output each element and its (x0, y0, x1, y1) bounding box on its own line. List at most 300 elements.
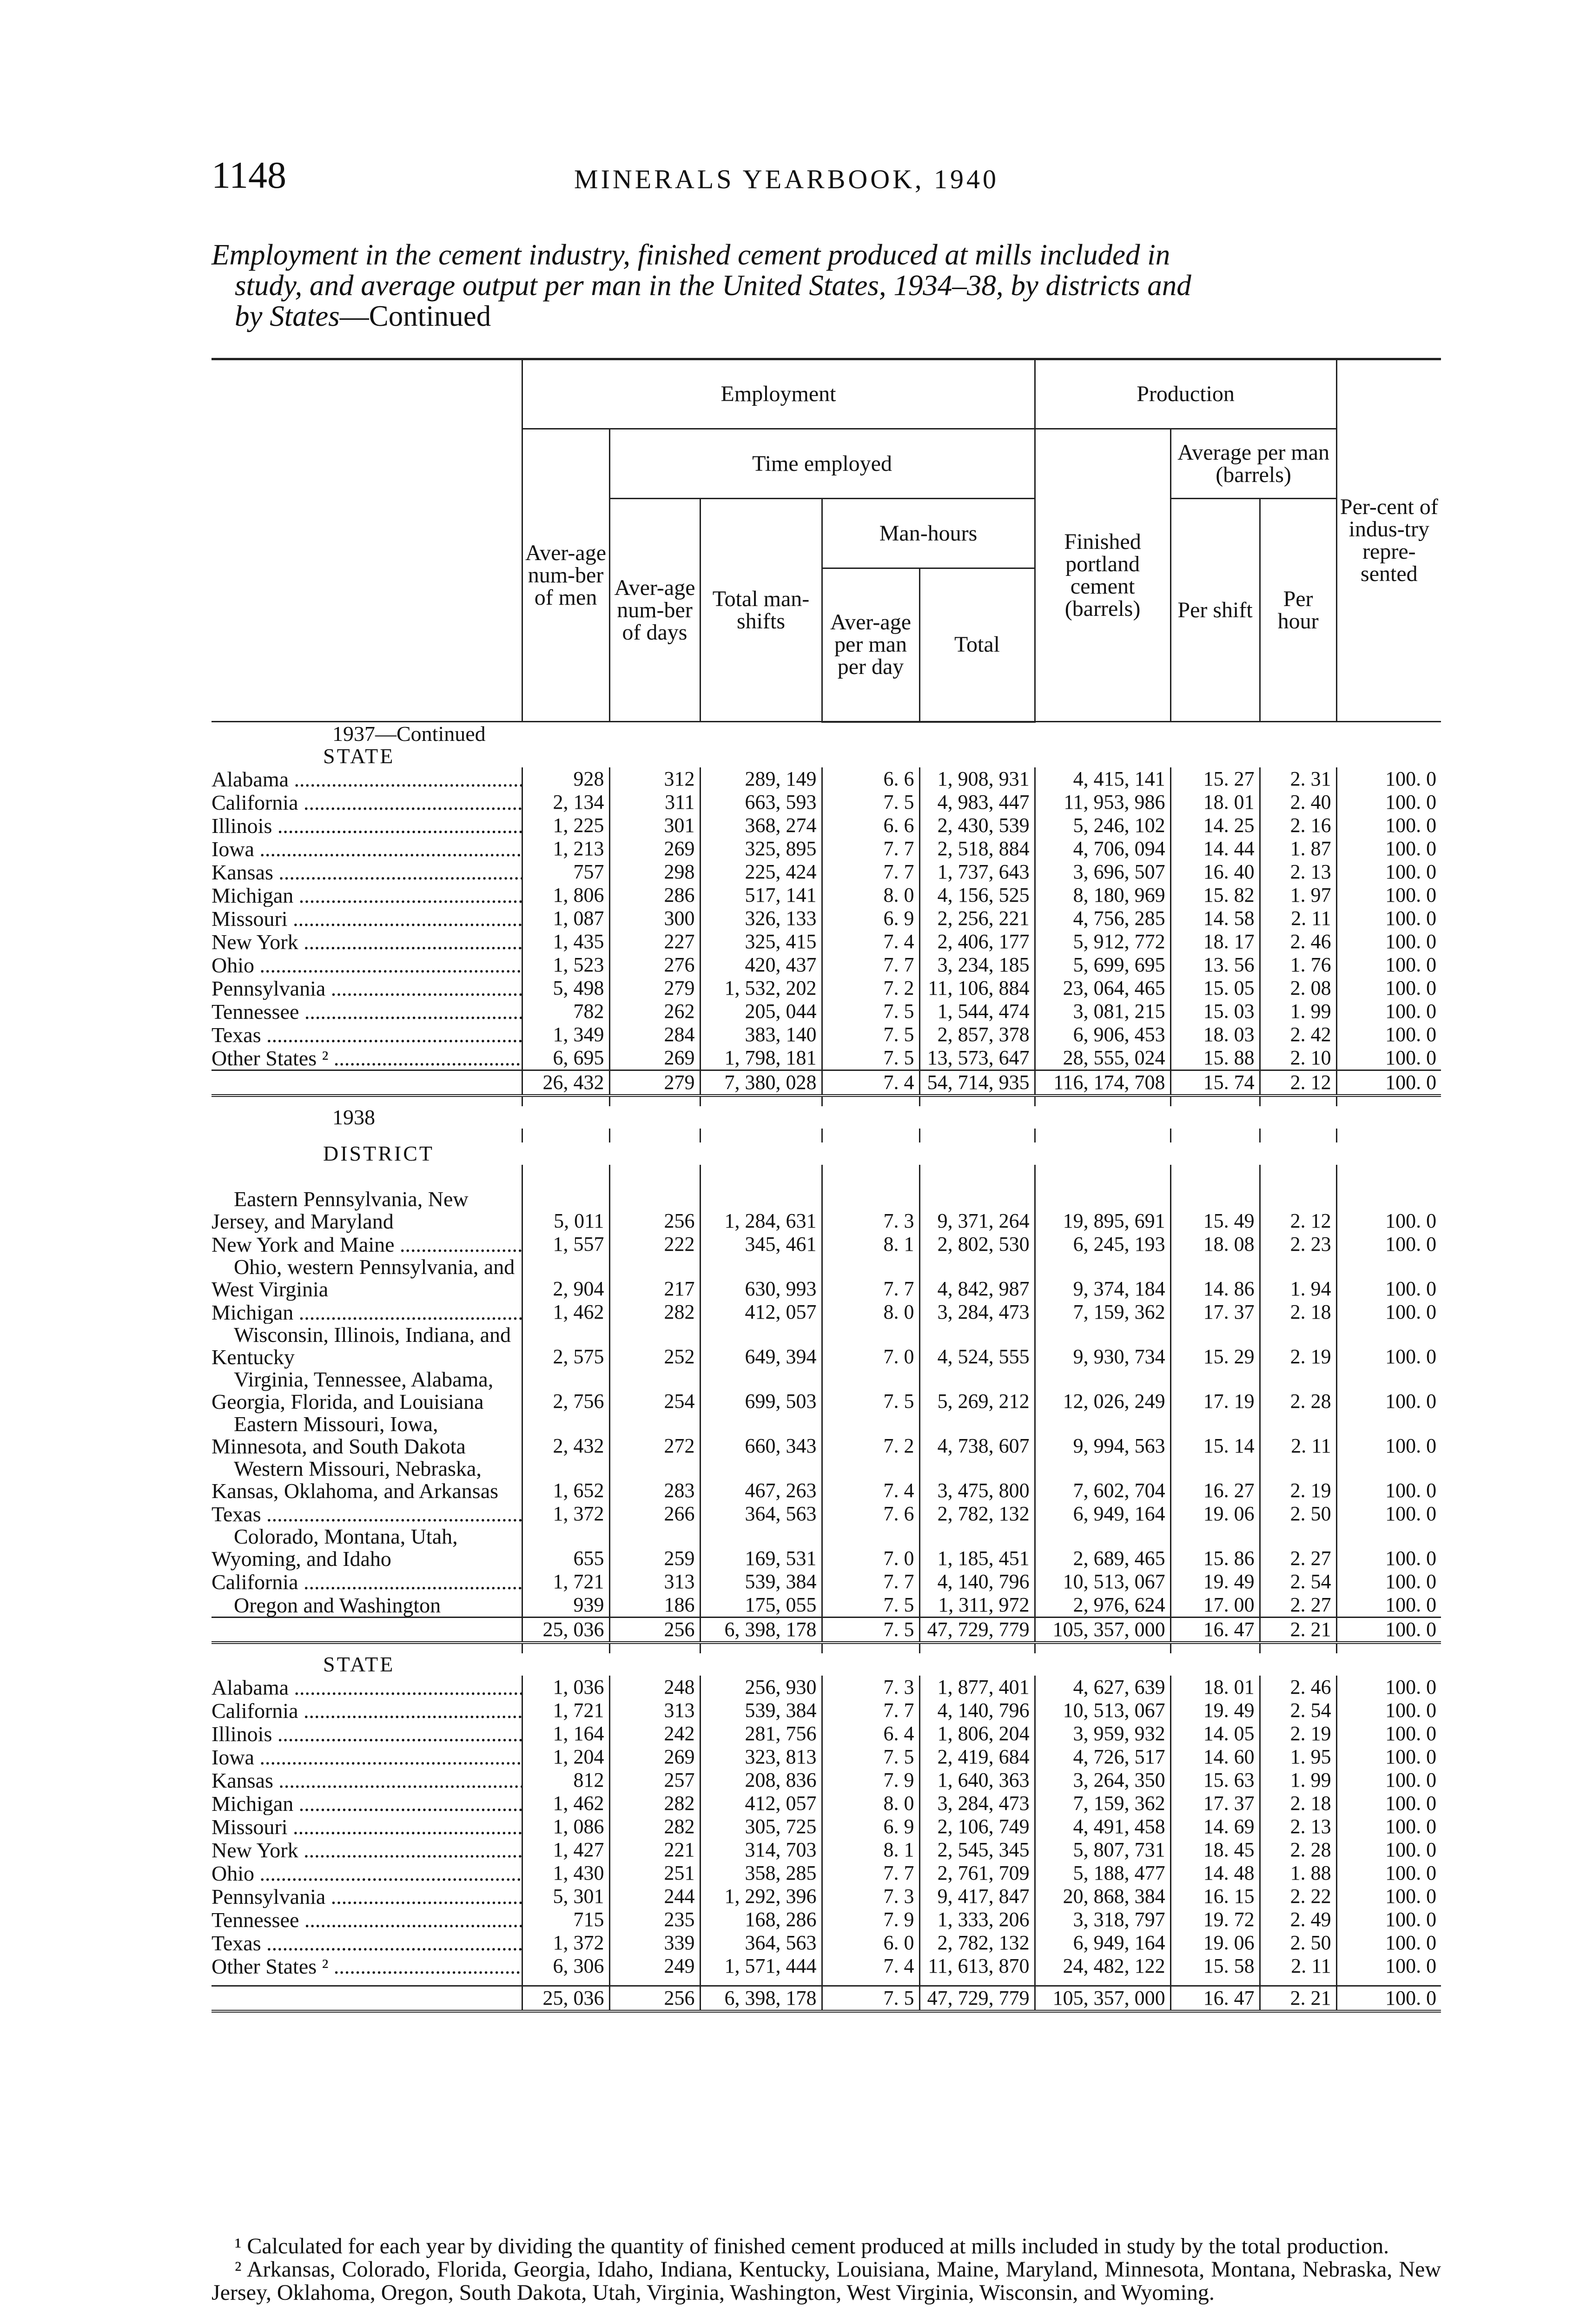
total-cell-3: 6, 398, 178 (700, 1617, 822, 1643)
row-label-text: Illinois ..... (211, 1723, 522, 1745)
cell-col-8: 1. 95 (1260, 1745, 1336, 1769)
cell-col-8: 2. 23 (1260, 1233, 1336, 1256)
cell-col-1: 1, 087 (522, 907, 609, 930)
cell-col-6: 6, 949, 164 (1035, 1931, 1170, 1954)
row-label-text: Oregon and Washington (234, 1593, 441, 1617)
row-label-text: Kansas ..... (211, 861, 522, 884)
section-1938-district: DISTRICT (323, 1141, 434, 1165)
cell-col-7: 18. 01 (1170, 1676, 1260, 1699)
cell-col-1: 5, 498 (522, 977, 609, 1000)
row-label (211, 1862, 522, 1885)
row-label-text: Michigan ..... (211, 885, 522, 907)
cell-col-9: 100. 0 (1336, 1676, 1441, 1699)
total-cell-3: 7, 380, 028 (700, 1070, 822, 1096)
cell-col-4: 8. 1 (822, 1838, 919, 1862)
cell-col-3: 630, 993 (700, 1256, 822, 1301)
cell-col-4: 7. 4 (822, 1954, 919, 1978)
table-row (211, 1502, 1441, 1525)
cell-col-2: 256 (609, 1188, 700, 1233)
cell-col-6: 24, 482, 122 (1035, 1954, 1170, 1978)
cell-col-3: 358, 285 (700, 1862, 822, 1885)
row-label-text: Illinois ..... (211, 815, 522, 837)
cell-col-4: 7. 7 (822, 837, 919, 860)
cell-col-3: 1, 798, 181 (700, 1046, 822, 1070)
cell-col-4: 7. 2 (822, 1413, 919, 1458)
avg-hours-header: Aver-age per man per day (822, 568, 919, 722)
footnote-2: ² Arkansas, Colorado, Florida, Georgia, Idaho, Indiana, Kentucky, Louisiana, Maine, Maryland, Minnesota, Montana, Nebraska, New Jersey, Oklahoma, Oregon, South Dakota, Utah, Virginia, Washington, West Virginia, Wisconsin, and Wyoming. (211, 2257, 1441, 2305)
table-row (211, 1368, 1441, 1413)
table-row (211, 1745, 1441, 1769)
cell-col-3: 281, 756 (700, 1722, 822, 1745)
cell-col-8: 2. 28 (1260, 1838, 1336, 1862)
spacer-cell (700, 1096, 822, 1106)
row-label-text: New York ..... (211, 931, 522, 953)
cell-col-6: 11, 953, 986 (1035, 791, 1170, 814)
spacer-cell (1260, 1978, 1336, 1986)
cell-col-4: 7. 6 (822, 1502, 919, 1525)
cell-col-9: 100. 0 (1336, 1769, 1441, 1792)
cell-col-2: 269 (609, 837, 700, 860)
cell-col-3: 326, 133 (700, 907, 822, 930)
cell-col-5: 2, 857, 378 (919, 1023, 1035, 1046)
spacer-cell (700, 1165, 822, 1188)
cell-col-3: 383, 140 (700, 1023, 822, 1046)
spacer-row (211, 1643, 1441, 1653)
section-1938-state-row (211, 1653, 1441, 1676)
row-label (211, 1792, 522, 1815)
cell-col-2: 252 (609, 1324, 700, 1368)
row-label-text: Eastern Pennsylvania, New Jersey, and Maryland (211, 1187, 469, 1233)
cell-col-7: 14. 69 (1170, 1815, 1260, 1838)
spacer-cell (700, 1643, 822, 1653)
cell-col-1: 1, 523 (522, 953, 609, 977)
cell-col-9: 100. 0 (1336, 1000, 1441, 1023)
cell-col-2: 266 (609, 1502, 700, 1525)
spacer-cell (1336, 1129, 1441, 1142)
employment-table (211, 358, 1441, 2013)
cell-col-2: 312 (609, 767, 700, 791)
total-cell-9: 100. 0 (1336, 1070, 1441, 1096)
cell-col-4: 6. 9 (822, 907, 919, 930)
cell-col-8: 2. 18 (1260, 1792, 1336, 1815)
cell-col-6: 5, 246, 102 (1035, 814, 1170, 837)
cell-col-6: 6, 906, 453 (1035, 1023, 1170, 1046)
row-label (211, 1908, 522, 1931)
cell-col-1: 928 (522, 767, 609, 791)
cell-col-3: 256, 930 (700, 1676, 822, 1699)
table-row (211, 1413, 1441, 1458)
cell-col-8: 2. 27 (1260, 1525, 1336, 1570)
cell-col-5: 13, 573, 647 (919, 1046, 1035, 1070)
cell-col-2: 269 (609, 1745, 700, 1769)
cell-col-6: 5, 699, 695 (1035, 953, 1170, 977)
cell-col-7: 14. 48 (1170, 1862, 1260, 1885)
section-1937-state-row (211, 745, 1441, 767)
row-label (211, 1301, 522, 1324)
cell-col-8: 2. 50 (1260, 1931, 1336, 1954)
cell-col-3: 364, 563 (700, 1931, 822, 1954)
cell-col-1: 1, 372 (522, 1502, 609, 1525)
row-label-text: Michigan ..... (211, 1301, 522, 1324)
spacer-cell (609, 1643, 700, 1653)
table-row (211, 1769, 1441, 1792)
spacer-cell (1336, 1165, 1441, 1188)
table-row (211, 953, 1441, 977)
data-table-container (211, 358, 1441, 2013)
row-label (211, 791, 522, 814)
cell-col-1: 1, 213 (522, 837, 609, 860)
row-label (211, 930, 522, 953)
cell-col-2: 242 (609, 1722, 700, 1745)
cell-col-2: 217 (609, 1256, 700, 1301)
cell-col-2: 222 (609, 1233, 700, 1256)
row-label (211, 884, 522, 907)
spacer-cell (1260, 1643, 1336, 1653)
cell-col-2: 283 (609, 1458, 700, 1502)
row-label-text: Tennessee ..... (211, 1909, 522, 1931)
cell-col-8: 2. 50 (1260, 1502, 1336, 1525)
finished-cement-header: Finished portland cement (barrels) (1035, 429, 1170, 722)
cell-col-2: 269 (609, 1046, 700, 1070)
row-label-text: Missouri ..... (211, 908, 522, 930)
cell-col-1: 1, 462 (522, 1792, 609, 1815)
avg-days-header: Aver-age num-ber of days (609, 499, 700, 722)
row-label (211, 977, 522, 1000)
spacer-cell (609, 1096, 700, 1106)
cell-col-4: 7. 5 (822, 1593, 919, 1618)
cell-col-4: 7. 7 (822, 1699, 919, 1722)
total-1937-row (211, 1070, 1441, 1096)
row-label (211, 1570, 522, 1593)
cell-col-9: 100. 0 (1336, 953, 1441, 977)
spacer-cell (211, 1096, 522, 1106)
row-label-text: Tennessee ..... (211, 1001, 522, 1023)
spacer-cell (1336, 1096, 1441, 1106)
spacer-cell (522, 1096, 609, 1106)
row-label (211, 1023, 522, 1046)
cell-col-2: 282 (609, 1815, 700, 1838)
row-label-text: Eastern Missouri, Iowa, Minnesota, and South Dakota (211, 1412, 466, 1458)
total-cell-4: 7. 5 (822, 1986, 919, 2011)
spacer-row (211, 1096, 1441, 1106)
table-row (211, 884, 1441, 907)
cell-col-6: 4, 627, 639 (1035, 1676, 1170, 1699)
cell-col-3: 368, 274 (700, 814, 822, 837)
row-label-text: Ohio ..... (211, 1862, 522, 1885)
row-label (211, 1324, 522, 1368)
cell-col-9: 100. 0 (1336, 1745, 1441, 1769)
total-cell-7: 16. 47 (1170, 1617, 1260, 1643)
total-cell-3: 6, 398, 178 (700, 1986, 822, 2011)
cell-col-7: 15. 05 (1170, 977, 1260, 1000)
cell-col-6: 10, 513, 067 (1035, 1570, 1170, 1593)
footnote-1: ¹ Calculated for each year by dividing the quantity of finished cement produced at mills included in study by the total production. (235, 2234, 1389, 2258)
cell-col-7: 18. 01 (1170, 791, 1260, 814)
table-row (211, 1699, 1441, 1722)
spacer-cell (822, 1978, 919, 1986)
spacer-row (211, 1129, 1441, 1142)
row-label (211, 1699, 522, 1722)
row-label-text: Other States ² ..... (211, 1047, 522, 1070)
cell-col-6: 9, 994, 563 (1035, 1413, 1170, 1458)
cell-col-6: 9, 374, 184 (1035, 1256, 1170, 1301)
spacer-cell (919, 1165, 1035, 1188)
cell-col-7: 14. 44 (1170, 837, 1260, 860)
cell-col-6: 12, 026, 249 (1035, 1368, 1170, 1413)
cell-col-8: 2. 28 (1260, 1368, 1336, 1413)
cell-col-7: 16. 27 (1170, 1458, 1260, 1502)
cell-col-4: 7. 2 (822, 977, 919, 1000)
table-row (211, 1570, 1441, 1593)
cell-col-1: 5, 301 (522, 1885, 609, 1908)
cell-col-5: 11, 106, 884 (919, 977, 1035, 1000)
table-row (211, 837, 1441, 860)
cell-col-1: 1, 557 (522, 1233, 609, 1256)
spacer-cell (211, 1978, 522, 1986)
cell-col-8: 2. 12 (1260, 1188, 1336, 1233)
cell-col-3: 467, 263 (700, 1458, 822, 1502)
cell-col-9: 100. 0 (1336, 1699, 1441, 1722)
cell-col-3: 325, 415 (700, 930, 822, 953)
row-label (211, 1413, 522, 1458)
running-title: MINERALS YEARBOOK, 1940 (574, 164, 999, 194)
table-row (211, 1838, 1441, 1862)
total-cell-6: 105, 357, 000 (1035, 1617, 1170, 1643)
cell-col-5: 2, 782, 132 (919, 1931, 1035, 1954)
spacer-cell (1035, 1096, 1170, 1106)
cell-col-5: 4, 524, 555 (919, 1324, 1035, 1368)
cell-col-6: 20, 868, 384 (1035, 1885, 1170, 1908)
row-label-text: Colorado, Montana, Utah, Wyoming, and Idaho (211, 1524, 458, 1571)
spacer-cell (522, 1129, 609, 1142)
cell-col-6: 5, 912, 772 (1035, 930, 1170, 953)
spacer-cell (822, 1643, 919, 1653)
cell-col-6: 23, 064, 465 (1035, 977, 1170, 1000)
cell-col-4: 6. 9 (822, 1815, 919, 1838)
cell-col-9: 100. 0 (1336, 814, 1441, 837)
row-label (211, 1722, 522, 1745)
cell-col-7: 17. 19 (1170, 1368, 1260, 1413)
spacer-row (211, 1978, 1441, 1986)
cell-col-5: 3, 284, 473 (919, 1792, 1035, 1815)
cell-col-6: 3, 696, 507 (1035, 860, 1170, 884)
caption-line-2: study, and average output per man in the United States, 1934–38, by districts and (235, 269, 1191, 302)
cell-col-5: 1, 737, 643 (919, 860, 1035, 884)
cell-col-7: 18. 08 (1170, 1233, 1260, 1256)
cell-col-5: 4, 140, 796 (919, 1699, 1035, 1722)
section-1938-state: STATE (323, 1652, 395, 1676)
cell-col-4: 7. 3 (822, 1188, 919, 1233)
total-cell-8: 2. 21 (1260, 1617, 1336, 1643)
caption-line-1: Employment in the cement industry, finished cement produced at mills included in (211, 238, 1170, 271)
cell-col-1: 6, 695 (522, 1046, 609, 1070)
cell-col-3: 323, 813 (700, 1745, 822, 1769)
total-cell-8: 2. 12 (1260, 1070, 1336, 1096)
row-label (211, 1046, 522, 1070)
spacer-cell (700, 1978, 822, 1986)
cell-col-9: 100. 0 (1336, 1368, 1441, 1413)
row-label (211, 1885, 522, 1908)
cell-col-3: 649, 394 (700, 1324, 822, 1368)
production-header: Production (1035, 359, 1336, 429)
table-row (211, 791, 1441, 814)
cell-col-5: 4, 983, 447 (919, 791, 1035, 814)
cell-col-2: 313 (609, 1570, 700, 1593)
cell-col-5: 2, 782, 132 (919, 1502, 1035, 1525)
cell-col-9: 100. 0 (1336, 907, 1441, 930)
spacer-cell (822, 1129, 919, 1142)
cell-col-4: 7. 5 (822, 791, 919, 814)
cell-col-5: 9, 417, 847 (919, 1885, 1035, 1908)
table-row (211, 1593, 1441, 1618)
spacer-row (211, 1165, 1441, 1188)
cell-col-9: 100. 0 (1336, 1188, 1441, 1233)
cell-col-4: 7. 7 (822, 1256, 919, 1301)
cell-col-1: 1, 164 (522, 1722, 609, 1745)
cell-col-6: 9, 930, 734 (1035, 1324, 1170, 1368)
cell-col-7: 14. 05 (1170, 1722, 1260, 1745)
cell-col-3: 1, 571, 444 (700, 1954, 822, 1978)
cell-col-7: 16. 40 (1170, 860, 1260, 884)
table-row (211, 930, 1441, 953)
table-row (211, 1815, 1441, 1838)
cell-col-5: 1, 640, 363 (919, 1769, 1035, 1792)
cell-col-3: 539, 384 (700, 1570, 822, 1593)
cell-col-7: 14. 60 (1170, 1745, 1260, 1769)
cell-col-2: 300 (609, 907, 700, 930)
cell-col-5: 2, 406, 177 (919, 930, 1035, 953)
cell-col-8: 2. 42 (1260, 1023, 1336, 1046)
cell-col-5: 1, 806, 204 (919, 1722, 1035, 1745)
footnotes (211, 2235, 1441, 2304)
spacer-cell (522, 1978, 609, 1986)
cell-col-2: 244 (609, 1885, 700, 1908)
total-cell-9: 100. 0 (1336, 1617, 1441, 1643)
cell-col-4: 7. 0 (822, 1324, 919, 1368)
row-label-text: New York and Maine ..... (211, 1234, 522, 1256)
spacer-cell (211, 1129, 522, 1142)
row-label (211, 767, 522, 791)
cell-col-9: 100. 0 (1336, 1301, 1441, 1324)
cell-col-5: 2, 761, 709 (919, 1862, 1035, 1885)
total-cell-6: 116, 174, 708 (1035, 1070, 1170, 1096)
cell-col-1: 782 (522, 1000, 609, 1023)
table-row (211, 1233, 1441, 1256)
row-label-text: Texas ..... (211, 1024, 522, 1046)
cell-col-9: 100. 0 (1336, 1256, 1441, 1301)
cell-col-9: 100. 0 (1336, 837, 1441, 860)
spacer-cell (522, 1643, 609, 1653)
cell-col-8: 2. 11 (1260, 1954, 1336, 1978)
table-row (211, 1722, 1441, 1745)
cell-col-7: 19. 49 (1170, 1699, 1260, 1722)
cell-col-3: 205, 044 (700, 1000, 822, 1023)
spacer-cell (919, 1129, 1035, 1142)
cell-col-8: 2. 49 (1260, 1908, 1336, 1931)
cell-col-5: 2, 430, 539 (919, 814, 1035, 837)
cell-col-7: 15. 88 (1170, 1046, 1260, 1070)
cell-col-6: 3, 264, 350 (1035, 1769, 1170, 1792)
cell-col-7: 19. 49 (1170, 1570, 1260, 1593)
man-hours-header: Man-hours (822, 499, 1035, 568)
row-label-text: Alabama ..... (211, 768, 522, 791)
cell-col-4: 7. 4 (822, 1458, 919, 1502)
row-label (211, 1769, 522, 1792)
total-cell-5: 54, 714, 935 (919, 1070, 1035, 1096)
total-cell-1: 25, 036 (522, 1617, 609, 1643)
cell-col-1: 2, 904 (522, 1256, 609, 1301)
row-label (211, 1458, 522, 1502)
row-label-text: Alabama ..... (211, 1677, 522, 1699)
cell-col-8: 1. 76 (1260, 953, 1336, 977)
cell-col-9: 100. 0 (1336, 930, 1441, 953)
spacer-cell (1170, 1643, 1260, 1653)
cell-col-9: 100. 0 (1336, 1023, 1441, 1046)
cell-col-2: 186 (609, 1593, 700, 1618)
cell-col-7: 14. 86 (1170, 1256, 1260, 1301)
row-label (211, 1931, 522, 1954)
cell-col-1: 757 (522, 860, 609, 884)
row-label-text: Texas ..... (211, 1932, 522, 1954)
spacer-cell (609, 1129, 700, 1142)
table-row (211, 907, 1441, 930)
spacer-cell (211, 1643, 522, 1653)
cell-col-4: 7. 3 (822, 1676, 919, 1699)
cell-col-1: 1, 349 (522, 1023, 609, 1046)
cell-col-1: 1, 435 (522, 930, 609, 953)
cell-col-2: 259 (609, 1525, 700, 1570)
cell-col-8: 2. 46 (1260, 930, 1336, 953)
cell-col-7: 17. 37 (1170, 1792, 1260, 1815)
stub-header (211, 359, 522, 722)
cell-col-9: 100. 0 (1336, 1413, 1441, 1458)
cell-col-8: 2. 16 (1260, 814, 1336, 837)
cell-col-7: 15. 03 (1170, 1000, 1260, 1023)
table-row (211, 814, 1441, 837)
cell-col-6: 7, 159, 362 (1035, 1792, 1170, 1815)
cell-col-4: 6. 6 (822, 767, 919, 791)
row-label-text: California ..... (211, 792, 522, 814)
spacer-cell (919, 1978, 1035, 1986)
cell-col-4: 6. 6 (822, 814, 919, 837)
section-1937-state: STATE (323, 744, 395, 768)
cell-col-2: 272 (609, 1413, 700, 1458)
cell-col-6: 7, 159, 362 (1035, 1301, 1170, 1324)
cell-col-5: 2, 802, 530 (919, 1233, 1035, 1256)
table-row (211, 1931, 1441, 1954)
cell-col-2: 298 (609, 860, 700, 884)
cell-col-9: 100. 0 (1336, 1502, 1441, 1525)
avg-men-header: Aver-age num-ber of men (522, 429, 609, 722)
cell-col-2: 313 (609, 1699, 700, 1722)
cell-col-7: 15. 14 (1170, 1413, 1260, 1458)
cell-col-6: 10, 513, 067 (1035, 1699, 1170, 1722)
cell-col-9: 100. 0 (1336, 791, 1441, 814)
cell-col-7: 17. 00 (1170, 1593, 1260, 1618)
cell-col-3: 1, 532, 202 (700, 977, 822, 1000)
row-label (211, 1815, 522, 1838)
cell-col-9: 100. 0 (1336, 767, 1441, 791)
cell-col-8: 2. 27 (1260, 1593, 1336, 1618)
section-1938-district-row (211, 1142, 1441, 1165)
total-cell-1: 26, 432 (522, 1070, 609, 1096)
cell-col-7: 15. 58 (1170, 1954, 1260, 1978)
row-label (211, 1676, 522, 1699)
total-label (211, 1070, 522, 1096)
cell-col-4: 7. 5 (822, 1368, 919, 1413)
page-number: 1148 (211, 154, 286, 196)
cell-col-6: 3, 081, 215 (1035, 1000, 1170, 1023)
